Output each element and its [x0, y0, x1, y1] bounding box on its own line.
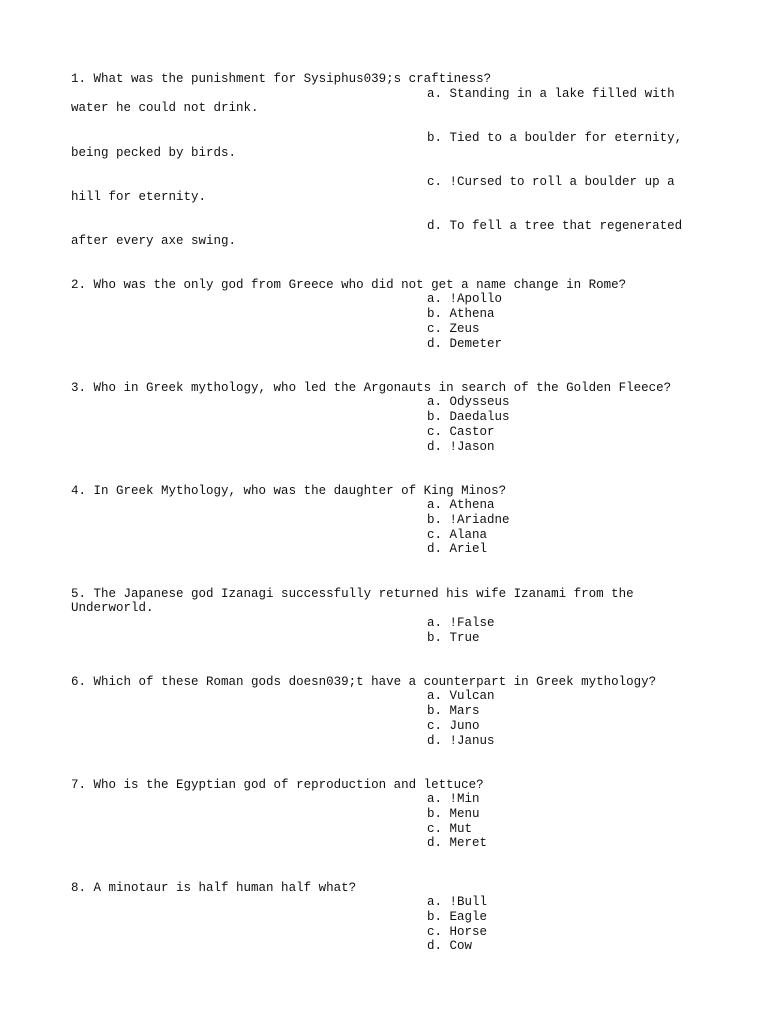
option-b — [71, 807, 711, 822]
option-a — [71, 792, 711, 807]
question-7 — [71, 778, 711, 852]
option-letter: a. — [427, 395, 443, 410]
option-letter: b. — [427, 307, 443, 322]
option-text-continued: after every axe swing. — [71, 233, 237, 248]
option-letter: c. — [427, 321, 443, 336]
option-text: Tied to a boulder for eternity, — [449, 130, 683, 145]
option-c — [71, 425, 711, 440]
option-letter: a. — [427, 689, 443, 704]
option-c — [71, 719, 711, 734]
option-text: Meret — [449, 836, 488, 851]
question-prompt: Who was the only god from Greece who did not get a name change in Rome? — [93, 277, 627, 292]
option-b — [71, 131, 711, 175]
option-letter: c. — [427, 174, 443, 189]
question-prompt: The Japanese god Izanagi successfully returned his wife Izanami from the — [93, 586, 634, 601]
question-text — [71, 675, 711, 690]
option-text: !Janus — [449, 733, 495, 748]
option-text: Castor — [449, 424, 495, 439]
option-list — [71, 498, 711, 557]
question-text — [71, 278, 711, 293]
option-text: !Bull — [449, 895, 488, 910]
question-text — [71, 72, 711, 87]
option-text: Odysseus — [449, 395, 510, 410]
question-prompt: In Greek Mythology, who was the daughter of King Minos? — [93, 483, 507, 498]
option-text: !Jason — [449, 439, 495, 454]
question-number: 7. — [71, 777, 87, 792]
option-a — [71, 395, 711, 410]
option-text-continued: water he could not drink. — [71, 101, 259, 116]
option-a — [71, 895, 711, 910]
option-text: !Apollo — [449, 292, 503, 307]
option-text: Horse — [449, 924, 488, 939]
option-text: Mars — [449, 704, 480, 719]
option-b — [71, 513, 711, 528]
option-list — [71, 792, 711, 851]
question-text — [71, 881, 711, 896]
option-letter: d. — [427, 836, 443, 851]
option-list — [71, 87, 711, 249]
option-letter: c. — [427, 527, 443, 542]
question-prompt: Which of these Roman gods doesn039;t have a counterpart in Greek mythology? — [93, 674, 657, 689]
option-letter: a. — [427, 792, 443, 807]
option-list — [71, 395, 711, 454]
question-number: 4. — [71, 483, 87, 498]
option-a — [71, 498, 711, 513]
option-letter: c. — [427, 924, 443, 939]
option-list — [71, 895, 711, 954]
option-text: !Cursed to roll a boulder up a — [449, 174, 675, 189]
option-text-continued: being pecked by birds. — [71, 145, 237, 160]
question-5 — [71, 587, 711, 646]
option-c — [71, 822, 711, 837]
option-letter: d. — [427, 733, 443, 748]
option-letter: c. — [427, 821, 443, 836]
question-number: 6. — [71, 674, 87, 689]
question-text — [71, 778, 711, 793]
question-prompt: Who is the Egyptian god of reproduction and lettuce? — [93, 777, 484, 792]
option-text: True — [449, 630, 480, 645]
option-d — [71, 440, 711, 455]
option-letter: d. — [427, 939, 443, 954]
option-d — [71, 734, 711, 749]
option-b — [71, 307, 711, 322]
option-d — [71, 836, 711, 851]
option-a — [71, 689, 711, 704]
option-letter: b. — [427, 704, 443, 719]
option-d — [71, 542, 711, 557]
option-c — [71, 322, 711, 337]
option-text: Ariel — [449, 542, 488, 557]
question-number: 8. — [71, 880, 87, 895]
option-letter: a. — [427, 895, 443, 910]
option-b — [71, 704, 711, 719]
option-letter: c. — [427, 424, 443, 439]
option-text: Standing in a lake filled with — [449, 86, 675, 101]
option-letter: c. — [427, 718, 443, 733]
option-d — [71, 219, 711, 248]
question-number: 2. — [71, 277, 87, 292]
option-list — [71, 616, 711, 645]
option-text: Athena — [449, 498, 495, 513]
option-text: Athena — [449, 307, 495, 322]
question-3 — [71, 381, 711, 455]
option-text: Vulcan — [449, 689, 495, 704]
question-2 — [71, 278, 711, 352]
option-letter: b. — [427, 807, 443, 822]
option-letter: d. — [427, 336, 443, 351]
option-list — [71, 292, 711, 351]
question-number: 5. — [71, 586, 87, 601]
option-text: !Ariadne — [449, 513, 510, 527]
option-b — [71, 910, 711, 925]
option-b — [71, 631, 711, 646]
option-letter: d. — [427, 218, 443, 233]
option-letter: b. — [427, 513, 443, 527]
option-d — [71, 939, 711, 954]
option-text-continued: hill for eternity. — [71, 189, 207, 204]
option-letter: b. — [427, 410, 443, 425]
option-text: Alana — [449, 527, 488, 542]
option-letter: b. — [427, 909, 443, 924]
option-letter: a. — [427, 498, 443, 513]
option-letter: a. — [427, 292, 443, 307]
option-c — [71, 175, 711, 219]
option-text: Mut — [449, 821, 473, 836]
option-letter: a. — [427, 86, 443, 101]
option-letter: d. — [427, 542, 443, 557]
option-a — [71, 292, 711, 307]
option-text: !Min — [449, 792, 480, 807]
question-4 — [71, 484, 711, 558]
option-letter: a. — [427, 615, 443, 630]
option-a — [71, 87, 711, 131]
question-number: 1. — [71, 72, 87, 86]
question-1 — [71, 72, 711, 248]
question-prompt: A minotaur is half human half what? — [93, 880, 357, 895]
question-prompt: Who in Greek mythology, who led the Argonauts in search of the Golden Fleece? — [93, 380, 672, 395]
option-text: Eagle — [449, 909, 488, 924]
option-text: Juno — [449, 718, 480, 733]
option-c — [71, 925, 711, 940]
option-text: Cow — [449, 939, 473, 954]
option-b — [71, 410, 711, 425]
option-d — [71, 337, 711, 352]
option-c — [71, 528, 711, 543]
option-text: Demeter — [449, 336, 503, 351]
question-text — [71, 381, 711, 396]
option-letter: b. — [427, 130, 443, 145]
question-8 — [71, 881, 711, 955]
question-text — [71, 587, 711, 602]
question-number: 3. — [71, 380, 87, 395]
question-6 — [71, 675, 711, 749]
option-text: Zeus — [449, 321, 480, 336]
question-text — [71, 484, 711, 499]
option-a — [71, 616, 711, 631]
option-list — [71, 689, 711, 748]
option-letter: d. — [427, 439, 443, 454]
question-prompt-continued: Underworld. — [71, 601, 154, 616]
quiz-document — [71, 72, 711, 954]
option-text: To fell a tree that regenerated — [449, 218, 683, 233]
option-text: !False — [449, 615, 495, 630]
option-letter: b. — [427, 630, 443, 645]
option-text: Menu — [449, 807, 480, 822]
question-prompt: What was the punishment for Sysiphus039;s craftiness? — [93, 72, 492, 86]
option-text: Daedalus — [449, 410, 510, 425]
